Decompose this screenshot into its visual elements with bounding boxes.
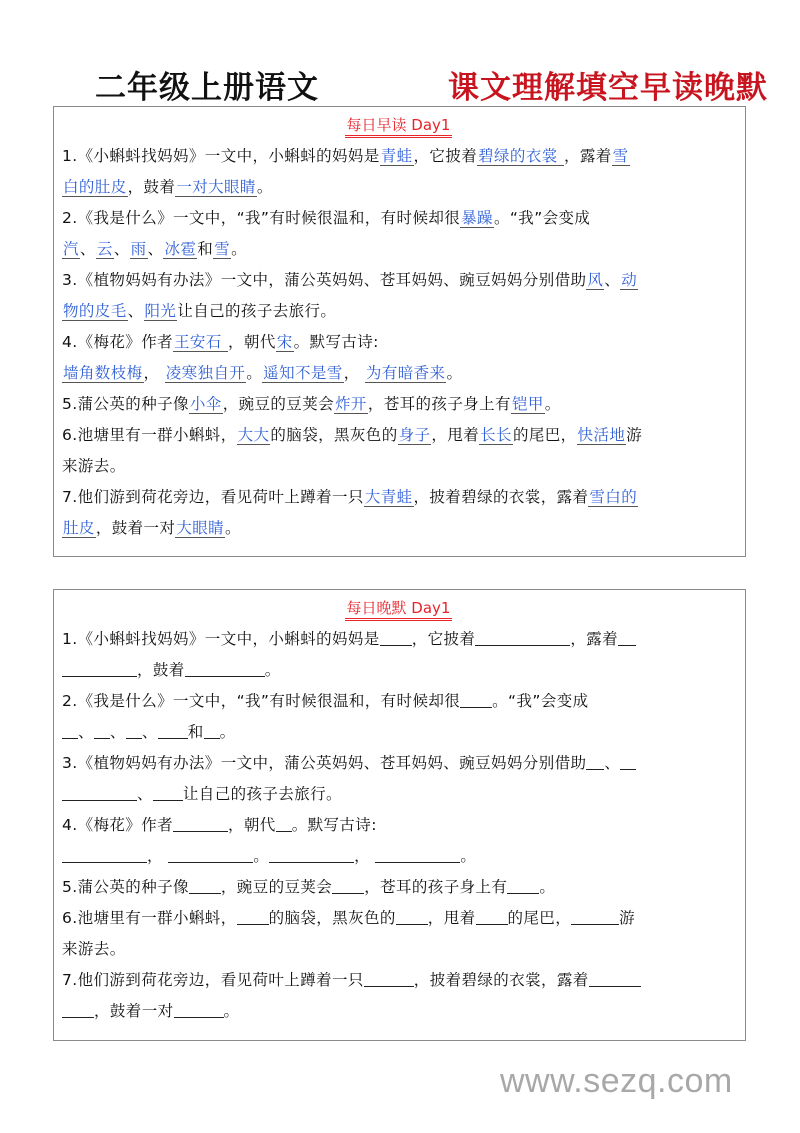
text-segment: 。: [544, 395, 561, 413]
answer-text: 快活地: [577, 426, 626, 444]
answer-text: 铠甲: [511, 395, 544, 413]
answer-text: 云: [96, 240, 113, 258]
text-line: [62, 234, 735, 265]
text-segment: ，甩着: [427, 909, 476, 927]
text-segment: 。: [256, 178, 273, 196]
text-segment: 游: [619, 909, 636, 927]
text-segment: 3.《植物妈妈有办法》一文中，蒲公英妈妈、苍耳妈妈、豌豆妈妈分别借助: [62, 754, 587, 772]
text-line: [62, 482, 735, 513]
text-segment: 、: [78, 723, 94, 741]
fill-in-blank: [94, 722, 110, 739]
text-segment: ，它披着: [413, 147, 478, 165]
text-segment: ，鼓着: [127, 178, 176, 196]
text-segment: 3.《植物妈妈有办法》一文中，蒲公英妈妈、苍耳妈妈、豌豆妈妈分别借助: [62, 271, 587, 289]
fill-in-blank: [62, 722, 78, 739]
text-line: [62, 327, 735, 358]
fill-in-blank: [476, 908, 508, 925]
fill-in-blank: [62, 846, 147, 863]
text-segment: 。: [539, 878, 556, 896]
text-line: [62, 358, 735, 389]
fill-in-blank: [618, 629, 636, 646]
text-line: [62, 141, 735, 172]
text-segment: 7.他们游到荷花旁边，看见荷叶上蹲着一只: [62, 488, 364, 506]
answer-text: 炸开: [335, 395, 367, 413]
text-segment: ，朝代: [228, 816, 276, 834]
text-segment: ，甩着: [431, 426, 480, 444]
text-segment: 来游去。: [62, 457, 126, 475]
morning-heading-text: 每日早读 Day1: [345, 116, 453, 138]
fill-in-blank: [168, 846, 253, 863]
answer-text: 凌寒独自开: [165, 364, 246, 382]
text-segment: 。“我”会变成: [493, 209, 591, 227]
text-line: [62, 748, 735, 779]
doc-title-topic: 课文理解填空早读晚默: [448, 70, 768, 106]
answer-text: 肚皮: [63, 519, 95, 537]
text-line: [62, 172, 735, 203]
text-line: [62, 513, 735, 544]
text-segment: 。: [225, 519, 241, 537]
text-segment: 和: [187, 723, 204, 741]
answer-text: 雪: [214, 240, 231, 258]
text-segment: 、: [127, 302, 144, 320]
text-segment: 、: [147, 240, 164, 258]
text-segment: 游: [626, 426, 643, 444]
fill-in-blank: [174, 1001, 224, 1018]
fill-in-blank: [364, 970, 414, 987]
text-segment: ，披着碧绿的衣裳，露着: [413, 488, 589, 506]
text-segment: 的脑袋，黑灰色的: [270, 426, 398, 444]
text-segment: ，豌豆的豆荚会: [222, 395, 335, 413]
answer-text: 汽: [63, 240, 79, 258]
fill-in-blank: [62, 660, 137, 677]
text-segment: 5.蒲公英的种子像: [62, 395, 189, 413]
fill-in-blank: [507, 877, 539, 894]
answer-text: 雨: [130, 240, 147, 258]
fill-in-blank: [173, 815, 228, 832]
text-segment: ，它披着: [411, 630, 476, 648]
text-segment: 。: [219, 723, 236, 741]
fill-in-blank: [620, 753, 636, 770]
answer-text: 碧绿的衣裳: [478, 147, 563, 165]
text-segment: 、: [109, 723, 126, 741]
text-segment: ，朝代: [228, 333, 276, 351]
text-segment: 来游去。: [62, 940, 126, 958]
fill-in-blank: [396, 908, 428, 925]
answer-text: 风: [587, 271, 604, 289]
text-segment: 。: [231, 240, 247, 258]
text-segment: 。默写古诗:: [291, 816, 377, 834]
text-segment: 1.《小蝌蚪找妈妈》一文中，小蝌蚪的妈妈是: [62, 147, 380, 165]
fill-in-blank: [460, 691, 492, 708]
text-segment: 的尾巴，: [512, 426, 577, 444]
text-segment: ，鼓着一对: [94, 1002, 174, 1020]
answer-text: 长长: [480, 426, 512, 444]
text-segment: 。: [460, 847, 477, 865]
text-line: [62, 717, 735, 748]
text-segment: ，豌豆的豆荚会: [220, 878, 333, 896]
fill-in-blank: [126, 722, 142, 739]
text-line: [62, 686, 735, 717]
text-segment: 让自己的孩子去旅行。: [182, 785, 342, 803]
text-segment: ，披着碧绿的衣裳，露着: [413, 971, 589, 989]
answer-text: 冰雹: [164, 240, 197, 258]
text-segment: 6.池塘里有一群小蝌蚪，: [62, 909, 237, 927]
text-line: [62, 996, 735, 1027]
text-segment: 2.《我是什么》一文中，“我”有时候很温和，有时候却很: [62, 209, 461, 227]
fill-in-blank: [269, 846, 354, 863]
fill-in-blank: [237, 908, 269, 925]
text-segment: 的尾巴，: [507, 909, 572, 927]
text-segment: 、: [79, 240, 96, 258]
answer-text: 大青蛙: [364, 488, 413, 506]
answer-text: 宋: [276, 333, 293, 351]
text-segment: 1.《小蝌蚪找妈妈》一文中，小蝌蚪的妈妈是: [62, 630, 380, 648]
morning-lines: [62, 141, 735, 544]
fill-in-blank: [189, 877, 221, 894]
text-segment: ，鼓着一对: [95, 519, 176, 537]
text-segment: 4.《梅花》作者: [62, 816, 173, 834]
answer-text: 王安石: [174, 333, 228, 351]
morning-heading: [62, 115, 735, 141]
text-segment: 。: [253, 847, 270, 865]
fill-in-blank: [475, 629, 570, 646]
evening-lines: [62, 624, 735, 1027]
fill-in-blank: [204, 722, 220, 739]
answer-text: 遥知不是雪: [263, 364, 343, 382]
answer-text: 大大: [237, 426, 270, 444]
answer-text: 大眼睛: [176, 519, 225, 537]
text-segment: ，鼓着: [137, 661, 185, 679]
text-segment: 4.《梅花》作者: [62, 333, 173, 351]
text-segment: ，: [343, 364, 365, 382]
fill-in-blank: [276, 815, 292, 832]
text-segment: 、: [113, 240, 130, 258]
text-segment: 2.《我是什么》一文中，“我”有时候很温和，有时候却很: [62, 692, 461, 710]
text-segment: 6.池塘里有一群小蝌蚪，: [62, 426, 237, 444]
fill-in-blank: [158, 722, 188, 739]
text-line: [62, 872, 735, 903]
text-segment: 的脑袋，黑灰色的: [268, 909, 396, 927]
text-segment: ，露着: [563, 147, 612, 165]
text-line: [62, 965, 735, 996]
text-segment: 。: [223, 1002, 240, 1020]
answer-text: 暴躁: [461, 209, 493, 227]
fill-in-blank: [185, 660, 265, 677]
text-segment: 。: [264, 661, 281, 679]
answer-text: 墙角数枝梅: [63, 364, 143, 382]
fill-in-blank: [380, 629, 412, 646]
text-segment: 5.蒲公英的种子像: [62, 878, 189, 896]
answer-text: 为有暗香来: [365, 364, 446, 382]
text-segment: ，: [354, 847, 376, 865]
fill-in-blank: [62, 1001, 94, 1018]
text-line: [62, 389, 735, 420]
text-line: [62, 624, 735, 655]
text-segment: 、: [604, 754, 621, 772]
text-line: [62, 451, 735, 482]
answer-text: 一对大眼睛: [176, 178, 256, 196]
watermark: www.sezq.com: [500, 1062, 733, 1100]
text-line: [62, 779, 735, 810]
text-segment: 7.他们游到荷花旁边，看见荷叶上蹲着一只: [62, 971, 364, 989]
text-line: [62, 296, 735, 327]
text-segment: 。: [446, 364, 463, 382]
text-segment: 、: [137, 785, 153, 803]
fill-in-blank: [332, 877, 364, 894]
text-line: [62, 934, 735, 965]
evening-dictation-box: [53, 589, 746, 1041]
text-segment: 。默写古诗:: [293, 333, 379, 351]
answer-text: 身子: [398, 426, 431, 444]
text-line: [62, 203, 735, 234]
text-segment: ，: [147, 847, 169, 865]
text-segment: 和: [197, 240, 214, 258]
text-segment: ，苍耳的孩子身上有: [364, 878, 508, 896]
text-line: [62, 265, 735, 296]
fill-in-blank: [62, 784, 137, 801]
text-line: [62, 655, 735, 686]
answer-text: 雪: [612, 147, 629, 165]
text-segment: ，露着: [570, 630, 619, 648]
answer-text: 小伞: [189, 395, 222, 413]
text-segment: 。“我”会变成: [492, 692, 589, 710]
answer-text: 白的肚皮: [63, 178, 127, 196]
doc-title-grade: 二年级上册语文: [95, 70, 319, 106]
text-segment: 让自己的孩子去旅行。: [177, 302, 337, 320]
evening-heading: [62, 598, 735, 624]
text-segment: 、: [604, 271, 621, 289]
answer-text: 雪白的: [589, 488, 638, 506]
fill-in-blank: [586, 753, 604, 770]
morning-reading-box: [53, 106, 746, 557]
fill-in-blank: [153, 784, 183, 801]
answer-text: 物的皮毛: [63, 302, 127, 320]
text-line: [62, 903, 735, 934]
answer-text: 阳光: [144, 302, 177, 320]
text-segment: 、: [141, 723, 158, 741]
fill-in-blank: [375, 846, 460, 863]
text-line: [62, 420, 735, 451]
text-segment: 。: [246, 364, 263, 382]
text-segment: ，: [143, 364, 165, 382]
text-segment: ，苍耳的孩子身上有: [367, 395, 511, 413]
fill-in-blank: [589, 970, 641, 987]
answer-text: 青蛙: [380, 147, 413, 165]
text-line: [62, 841, 735, 872]
text-line: [62, 810, 735, 841]
fill-in-blank: [571, 908, 619, 925]
evening-heading-text: 每日晚默 Day1: [345, 599, 453, 621]
answer-text: 动: [621, 271, 638, 289]
